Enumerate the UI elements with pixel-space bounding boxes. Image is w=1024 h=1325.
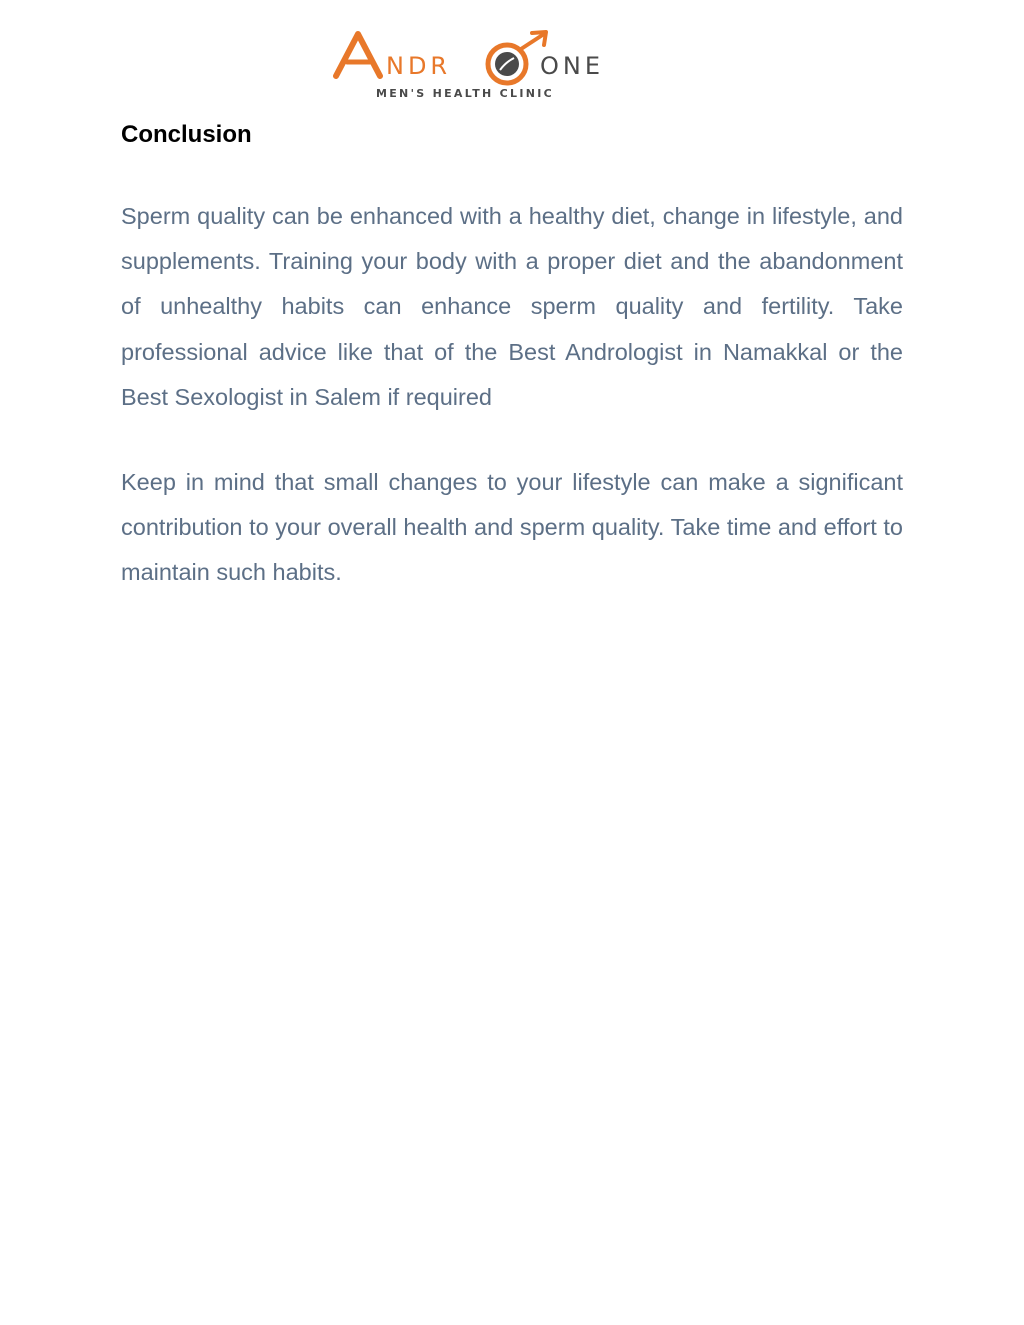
clinic-logo <box>330 26 634 102</box>
logo-word-right: ONE <box>540 52 605 80</box>
section-heading: Conclusion <box>121 121 252 148</box>
conclusion-paragraph-2: Keep in mind that small changes to your lifestyle can make a significant contribution to your overall health and sperm quality. Take time and effort to maintain such habits. <box>121 469 903 586</box>
androone-logo-icon <box>330 26 634 102</box>
logo-word-left: NDR <box>386 52 452 80</box>
logo-tagline: MEN'S HEALTH CLINIC <box>376 87 554 100</box>
conclusion-paragraph-1: Sperm quality can be enhanced with a healthy diet, change in lifestyle, and supplements. Training your body with a proper diet and the abandonment of unhealthy habits can enhance sperm quality and fertility. Take professional advice like that of the Best Andrologist in Namakkal or the Best Sexologist in Salem if required <box>121 203 903 410</box>
